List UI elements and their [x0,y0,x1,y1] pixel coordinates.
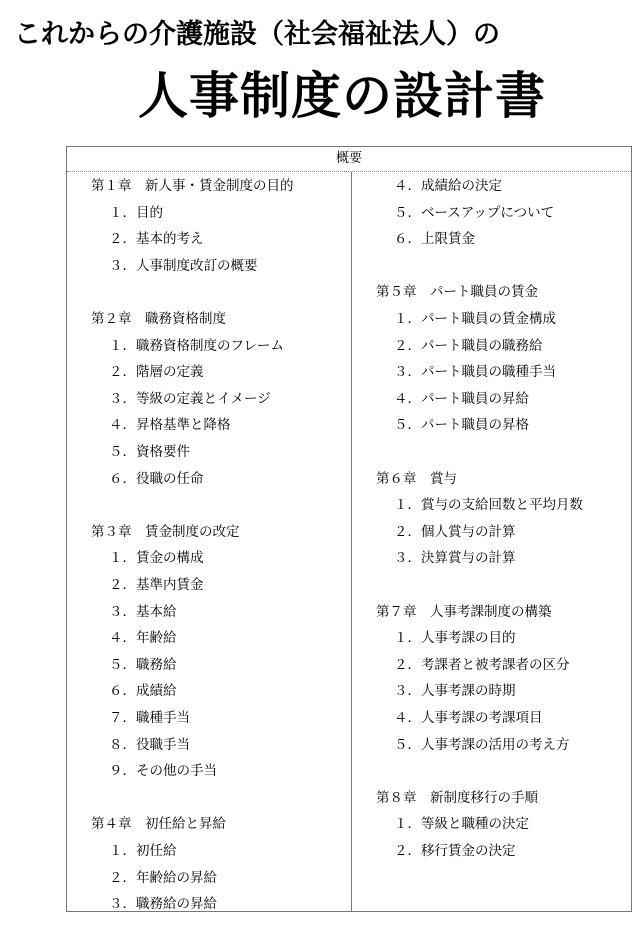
table-of-contents [66,146,632,912]
toc-chapter: 第２章 職務資格制度 [91,311,226,327]
toc-item: ２．基準内賃金 [109,577,204,593]
toc-item: １．職務資格制度のフレーム [109,337,284,354]
toc-item: ５．ベースアップについて [394,204,555,221]
toc-item: ３．人事考課の時期 [394,683,516,700]
toc-item: ３．決算賞与の計算 [394,550,516,567]
toc-item: １．等級と職種の決定 [394,816,529,833]
toc-left-column [67,172,352,911]
toc-chapter: 第６章 賞与 [376,470,457,487]
toc-item: ３．パート職員の職種手当 [394,364,556,381]
toc-item: ３．等級の定義とイメージ [109,390,271,407]
toc-item: １．パート職員の賃金構成 [394,311,556,327]
document-subtitle: これからの介護施設（社会福祉法人）の [14,19,500,50]
toc-chapter: 第３章 賃金制度の改定 [91,523,240,540]
toc-item: １．賃金の構成 [109,550,204,567]
toc-item: ２．考課者と被考課者の区分 [394,656,570,673]
toc-item: ４．パート職員の昇給 [394,390,529,407]
toc-item: １．賞与の支給回数と平均月数 [394,497,583,514]
toc-item: ２．移行賃金の決定 [394,843,516,859]
toc-item: ５．職務給 [109,656,177,673]
toc-item: ５．人事考課の活用の考え方 [394,736,570,753]
toc-item: ２．階層の定義 [109,364,204,381]
toc-chapter: 第５章 パート職員の賃金 [376,284,538,301]
toc-item: １．人事考課の目的 [394,630,516,647]
toc-item: ３．人事制度改訂の概要 [109,257,258,274]
toc-chapter: 第８章 新制度移行の手順 [376,789,538,806]
toc-item: ９．その他の手当 [109,763,217,780]
toc-item: ４．年齢給 [109,630,177,647]
toc-item: ７．職種手当 [109,710,190,726]
toc-item: ５．パート職員の昇格 [394,417,529,434]
toc-chapter: 第４章 初任給と昇給 [91,816,226,833]
toc-item: ４．成績給の決定 [394,178,502,194]
toc-item: ２．個人賞与の計算 [394,523,516,540]
toc-item: ２．基本的考え [109,231,204,248]
toc-item: ６．成績給 [109,683,177,700]
toc-chapter: 第７章 人事考課制度の構築 [376,603,552,620]
toc-columns [67,172,631,911]
toc-item: １．目的 [109,204,163,221]
toc-heading: 概要 [67,147,631,172]
toc-item: ２．年齢給の昇給 [109,869,217,886]
toc-chapter: 第１章 新人事・賃金制度の目的 [91,178,294,194]
toc-item: ５．資格要件 [109,444,190,460]
toc-right-column [352,172,631,911]
toc-item: ３．基本給 [109,603,177,620]
toc-item: １．初任給 [109,843,177,859]
toc-item: ４．昇格基準と降格 [109,417,231,434]
toc-item: ８．役職手当 [109,736,190,753]
toc-item: ３．職務給の昇給 [109,896,217,913]
toc-item: ４．人事考課の考課項目 [394,710,543,726]
document-title: 人事制度の設計書 [138,67,546,125]
toc-item: ６．役職の任命 [109,470,204,487]
toc-item: ２．パート職員の職務給 [394,337,543,354]
toc-item: ６．上限賃金 [394,231,475,248]
